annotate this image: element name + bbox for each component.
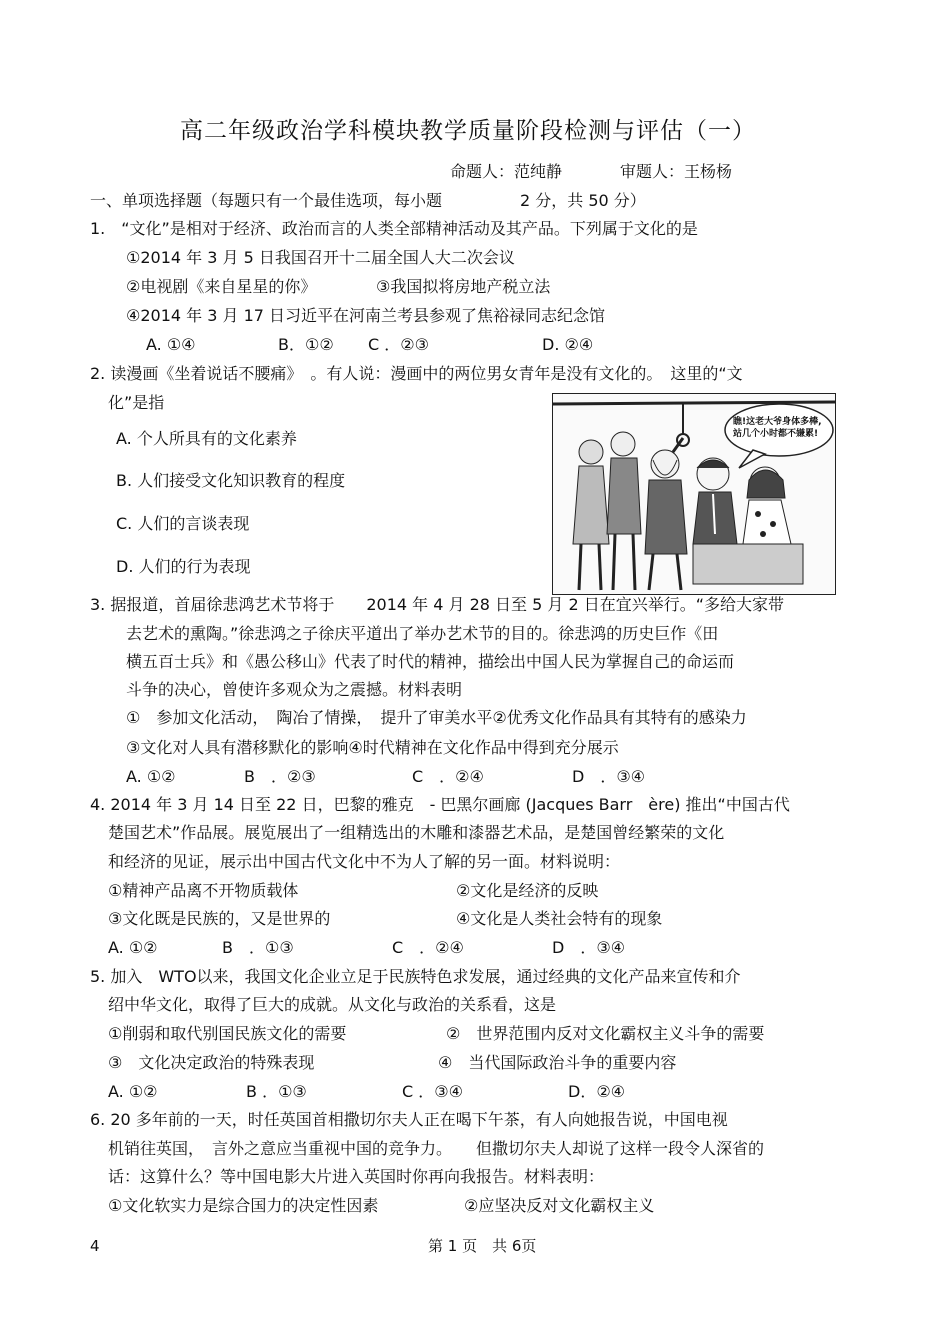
q6-line-1: 6. 20 多年前的一天，时任英国首相撒切尔夫人正在喝下午茶，有人向她报告说，中国电视: [90, 1110, 728, 1129]
q1-choice-c: C ．②③: [368, 335, 429, 354]
q3-options-1: ① 参加文化活动， 陶冶了情操， 提升了审美水平②优秀文化作品具有其特有的感染力: [126, 708, 747, 727]
q1-choice-b: B．①②: [278, 335, 334, 354]
q4-line-2: 楚国艺术”作品展。展览展出了一组精选出的木雕和漆器艺术品，是楚国曾经繁荣的文化: [108, 823, 725, 842]
q5-option-3: ③ 文化决定政治的特殊表现: [108, 1053, 315, 1072]
page-number: 第 1 页 共 6页: [428, 1237, 537, 1255]
q5-choice-b: B ．①③: [246, 1082, 307, 1101]
q4-choice-b: B ．①③: [222, 938, 294, 957]
section-heading: 一、单项选择题（每题只有一个最佳选项，每小题: [90, 191, 443, 210]
q4-option-1: ①精神产品离不开物质载体: [108, 881, 299, 900]
q2-choice-c: C. 人们的言谈表现: [116, 514, 250, 533]
q3-choice-c: C ．②④: [412, 767, 484, 786]
q2-choice-b: B. 人们接受文化知识教育的程度: [116, 471, 346, 490]
q5-line-1: 5. 加入 WTO以来，我国文化企业立足于民族特色求发展，通过经典的文化产品来宣传和介: [90, 967, 741, 986]
q1-option-1: ①2014 年 3 月 5 日我国召开十二届全国人大二次会议: [126, 248, 515, 267]
q5-choice-a: A. ①②: [108, 1082, 158, 1101]
q3-line-3: 横五百士兵》和《愚公移山》代表了时代的精神，描绘出中国人民为掌握自己的命运而: [126, 652, 735, 671]
q1-choice-d: D. ②④: [542, 335, 594, 354]
q3-choice-b: B ．②③: [244, 767, 316, 786]
q1-option-3: ③我国拟将房地产税立法: [376, 277, 551, 296]
q2-choice-d: D. 人们的行为表现: [116, 557, 251, 576]
q4-choice-d: D ．③④: [552, 938, 626, 957]
q4-choice-a: A. ①②: [108, 938, 158, 957]
q1-option-4: ④2014 年 3 月 17 日习近平在河南兰考县参观了焦裕禄同志纪念馆: [126, 306, 606, 325]
section-points: 2 分，共 50 分）: [520, 191, 646, 210]
q6-line-3: 话：这算什么？等中国电影大片进入英国时你再向我报告。材料表明：: [108, 1167, 605, 1186]
q4-choice-c: C ．②④: [392, 938, 464, 957]
q6-option-2: ②应坚决反对文化霸权主义: [464, 1196, 655, 1215]
q3-options-2: ③文化对人具有潜移默化的影响④时代精神在文化作品中得到充分展示: [126, 738, 619, 757]
q4-line-1: 4. 2014 年 3 月 14 日至 22 日，巴黎的雅克 - 巴黑尔画廊 (Jacques Barr ère) 推出“中国古代: [90, 795, 790, 814]
q6-line-2: 机销往英国， 言外之意应当重视中国的竞争力。 但撒切尔夫人却说了这样一段令人深省的: [108, 1139, 765, 1158]
q3-line-1: 3. 据报道，首届徐悲鸿艺术节将于 2014 年 4 月 28 日至 5 月 2 日在宜兴举行。“多给大家带: [90, 595, 785, 614]
page-title: 高二年级政治学科模块教学质量阶段检测与评估（一）: [180, 118, 756, 144]
q5-line-2: 绍中华文化，取得了巨大的成就。从文化与政治的关系看，这是: [108, 995, 557, 1014]
q5-option-2: ② 世界范围内反对文化霸权主义斗争的需要: [446, 1024, 765, 1043]
cartoon-image: [552, 393, 836, 595]
question-setter: 命题人：范纯静: [450, 162, 563, 181]
q2-choice-a: A. 个人所具有的文化素养: [116, 429, 297, 448]
q2-stem-cont: 化”是指: [108, 393, 165, 412]
q5-option-1: ①削弱和取代别国民族文化的需要: [108, 1024, 347, 1043]
q3-choice-a: A. ①②: [126, 767, 176, 786]
q3-line-4: 斗争的决心，曾使许多观众为之震撼。材料表明: [126, 680, 463, 699]
q2-stem: 2. 读漫画《坐着说话不腰痛》 。有人说：漫画中的两位男女青年是没有文化的。 这里的“文: [90, 364, 743, 383]
question-reviewer: 审题人：王杨杨: [620, 162, 733, 181]
cartoon-speech-bubble: 瞧!这老大爷身体多棒,站几个小时都不嫌累!: [733, 417, 822, 439]
q4-option-3: ③文化既是民族的，又是世界的: [108, 909, 331, 928]
q1-option-2: ②电视剧《来自星星的你》: [126, 277, 317, 296]
q6-option-1: ①文化软实力是综合国力的决定性因素: [108, 1196, 379, 1215]
q5-option-4: ④ 当代国际政治斗争的重要内容: [438, 1053, 677, 1072]
q5-choice-d: D．②④: [568, 1082, 626, 1101]
q1-choice-a: A. ①④: [146, 335, 196, 354]
q4-option-4: ④文化是人类社会特有的现象: [456, 909, 663, 928]
q3-choice-d: D ．③④: [572, 767, 646, 786]
q1-stem: 1. “文化”是相对于经济、政治而言的人类全部精神活动及其产品。下列属于文化的是: [90, 219, 698, 238]
q3-line-2: 去艺术的熏陶。”徐悲鸿之子徐庆平道出了举办艺术节的目的。徐悲鸿的历史巨作《田: [126, 624, 719, 643]
q5-choice-c: C ．③④: [402, 1082, 463, 1101]
q4-option-2: ②文化是经济的反映: [456, 881, 599, 900]
footer-left-number: 4: [90, 1237, 100, 1255]
q4-line-3: 和经济的见证，展示出中国古代文化中不为人了解的另一面。材料说明：: [108, 852, 621, 871]
